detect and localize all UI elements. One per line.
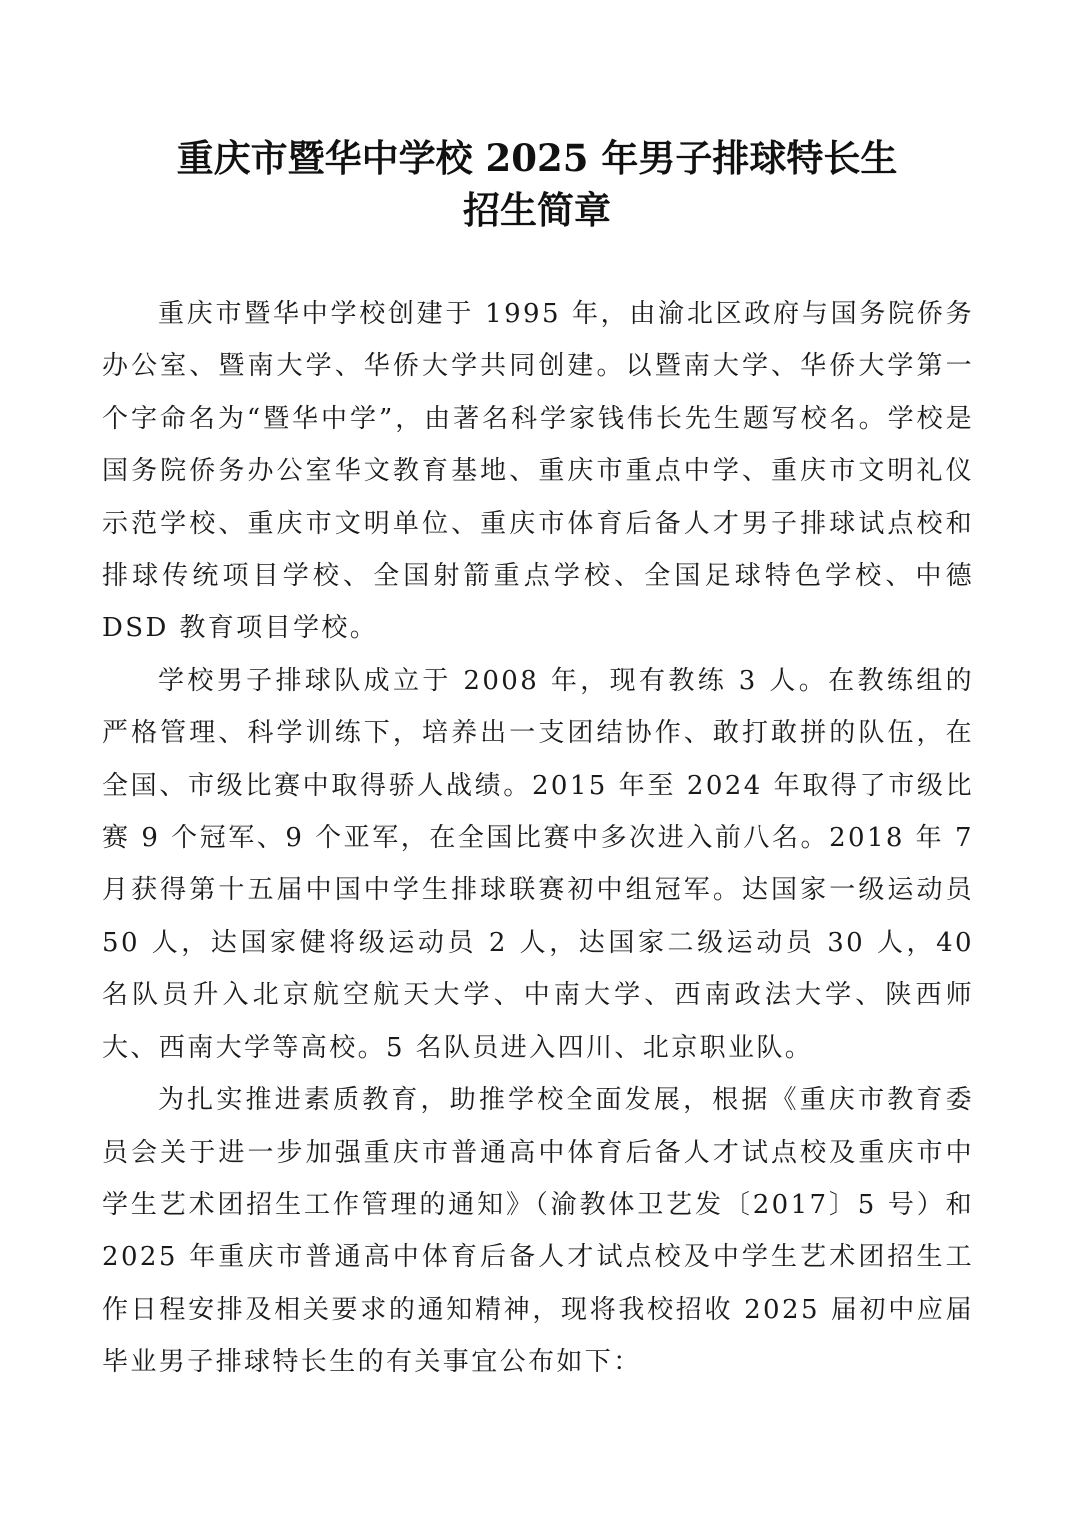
paragraph-admission-notice: 为扎实推进素质教育，助推学校全面发展，根据《重庆市教育委员会关于进一步加强重庆市普通高中体育后备人才试点校及重庆市中学生艺术团招生工作管理的通知》（渝教体卫艺发〔2017〕5 号）和 2025 年重庆市普通高中体育后备人才试点校及中学生艺术团招生工作日程安排及相关要求的通知精神，现将我校招收 2025 届初中应届毕业男子排球特长生的有关事宜公布如下： (102, 1085, 974, 1378)
document-body (102, 288, 974, 1389)
paragraph-volleyball-team: 学校男子排球队成立于 2008 年，现有教练 3 人。在教练组的严格管理、科学训练下，培养出一支团结协作、敢打敢拼的队伍，在全国、市级比赛中取得骄人战绩。2015 年至 2024 年取得了市级比赛 9 个冠军、9 个亚军，在全国比赛中多次进入前八名。2018 年 7 月获得第十五届中国中学生排球联赛初中组冠军。达国家一级运动员 50 人，达国家健将级运动员 2 人，达国家二级运动员 30 人，40 名队员升入北京航空航天大学、中南大学、西南政法大学、陕西师大、西南大学等高校。5 名队员进入四川、北京职业队。 (102, 665, 974, 1063)
document-title (0, 132, 1074, 236)
title-line-1: 重庆市暨华中学校 2025 年男子排球特长生 (176, 136, 898, 180)
title-line-2: 招生简章 (463, 188, 611, 232)
paragraph-school-intro: 重庆市暨华中学校创建于 1995 年，由渝北区政府与国务院侨务办公室、暨南大学、华侨大学共同创建。以暨南大学、华侨大学第一个字命名为“暨华中学”，由著名科学家钱伟长先生题写校名。学校是国务院侨务办公室华文教育基地、重庆市重点中学、重庆市文明礼仪示范学校、重庆市文明单位、重庆市体育后备人才男子排球试点校和排球传统项目学校、全国射箭重点学校、全国足球特色学校、中德 DSD 教育项目学校。 (102, 299, 974, 644)
